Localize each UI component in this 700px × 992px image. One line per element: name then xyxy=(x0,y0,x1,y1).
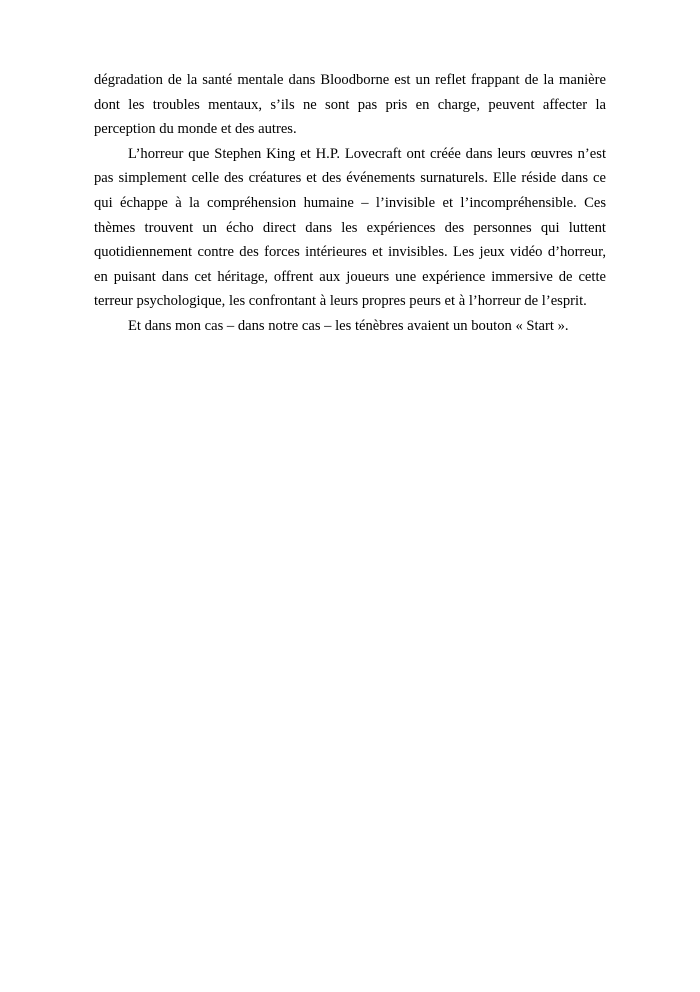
body-text-column xyxy=(94,68,606,339)
paragraph-conclusion: Et dans mon cas – dans notre cas – les ténèbres avaient un bouton « Start ». xyxy=(128,317,569,334)
paragraph-horreur: L’horreur que Stephen King et H.P. Lovecraft ont créée dans leurs œuvres n’est pas simplement celle des créatures et des événements surnaturels. Elle réside dans ce qui échappe à la compréhension humaine – l’invisible et l’incompréhensible. Ces thèmes trouvent un écho direct dans les expériences des personnes qui luttent quotidiennement contre des forces intérieures et invisibles. Les jeux vidéo d’horreur, en puisant dans cet héritage, offrent aux joueurs une expérience immersive de cette terreur psychologique, les confrontant à leurs propres peurs et à l’horreur de l’esprit. xyxy=(94,145,606,310)
paragraph-continued: dégradation de la santé mentale dans Bloodborne est un reflet frappant de la manière dont les troubles mentaux, s’ils ne sont pas pris en charge, peuvent affecter la perception du monde et des autres. xyxy=(94,72,606,138)
